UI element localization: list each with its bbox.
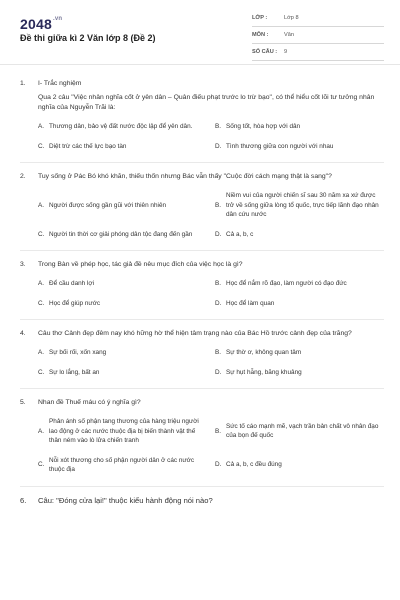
option-d[interactable] [215,451,384,480]
option-text: Cả a, b, c [226,230,254,238]
option-letter: D. [215,461,222,469]
option-grid [38,343,384,382]
option-text: Sức tố cáo mạnh mẽ, vạch trần bản chất vô nhân đạo của bọn đế quốc [226,422,379,440]
option-text: Nỗi xót thương cho số phận người dân ở các nước thuộc địa [49,456,195,473]
option-text: Sự hụt hẫng, băng khuâng [226,368,302,376]
quiz-title: Đề thi giữa kì 2 Văn lớp 8 (Đề 2) [20,33,156,43]
question-4 [20,320,384,389]
site-logo[interactable] [20,16,62,32]
option-b[interactable] [215,343,384,363]
option-letter: C. [38,230,45,238]
question-number: 6. [20,495,27,505]
option-b[interactable] [215,186,384,225]
option-letter: A. [38,349,45,356]
quiz-meta [252,14,384,65]
question-text: Nhan đề Thuế máu có ý nghĩa gì? [38,399,141,406]
option-letter: A. [38,201,45,209]
logo-suffix: .vn [52,16,63,22]
option-letter: A. [38,123,45,130]
option-letter: C. [38,461,45,469]
option-letter: B. [215,201,222,209]
option-letter: D. [215,142,222,150]
option-letter: B. [215,280,222,287]
option-letter: D. [215,299,222,307]
option-text: Tình thương giữa con người với nhau [226,142,334,150]
option-text: Người được sống gần gũi với thiên nhiên [49,201,167,209]
question-6 [20,487,384,512]
meta-label: MÔN : [252,32,269,38]
option-text: Người tin thời cơ giải phóng dân tộc đang đến gần [49,230,193,238]
question-number: 4. [20,330,26,337]
option-text: Sự thờ ơ, không quan tâm [226,349,302,356]
option-c[interactable] [38,137,207,157]
option-a[interactable] [38,186,207,225]
option-text: Cả a, b, c đều đúng [226,461,282,469]
option-letter: A. [38,280,45,287]
option-grid [38,412,384,480]
meta-row-class [252,14,384,27]
option-text: Để cầu danh lợi [49,280,95,287]
option-grid [38,186,384,244]
option-letter: B. [215,349,222,356]
option-a[interactable] [38,412,207,451]
option-d[interactable] [215,225,384,245]
question-5 [20,389,384,487]
option-text: Học để giúp nước [49,299,101,307]
quiz-header [0,0,400,65]
option-letter: C. [38,142,45,150]
option-a[interactable] [38,117,207,137]
question-number: 5. [20,399,26,406]
question-text: Câu thơ Cảnh đẹp đêm nay khó hững hờ thể hiện tâm trạng nào của Bác Hồ trước cảnh đẹp của trăng? [38,330,352,337]
option-text: Sự lo lắng, bất an [49,368,100,376]
question-list [20,70,384,512]
meta-label: LỚP : [252,15,268,21]
meta-row-count [252,48,384,61]
question-number: 3. [20,261,26,268]
option-c[interactable] [38,225,207,245]
meta-value: Văn [284,32,294,38]
option-c[interactable] [38,363,207,383]
option-text: Sống tốt, hòa hợp với dân [226,123,301,130]
option-letter: C. [38,299,45,307]
option-c[interactable] [38,294,207,314]
meta-row-subject [252,31,384,44]
option-text: Học để làm quan [226,299,275,307]
question-number: 1. [20,80,26,87]
option-text: Niềm vui của người chiến sĩ sau 30 năm xa xứ được trở về sống giữa lòng tổ quốc, trực tiếp lãnh đạo nhân dân cứu nước [226,192,379,218]
question-1 [20,70,384,163]
option-a[interactable] [38,274,207,294]
option-letter: A. [38,427,45,435]
question-text: Trong Bàn về phép học, tác giả đề nêu mục đích của việc học là gì? [38,261,243,268]
option-d[interactable] [215,363,384,383]
option-letter: D. [215,368,222,376]
option-b[interactable] [215,274,384,294]
option-d[interactable] [215,137,384,157]
option-a[interactable] [38,343,207,363]
meta-value: Lớp 8 [284,15,299,21]
option-letter: C. [38,368,45,376]
option-grid [38,274,384,313]
option-letter: D. [215,230,222,238]
question-number: 2. [20,173,26,180]
question-text: I- Trắc nghiệm [38,80,82,87]
meta-value: 9 [284,49,288,55]
option-text: Phản ánh số phận tang thương của hàng triệu người lao động ở các nước thuộc địa bị biến thành vật thế thân ném vào lò lửa chiến tranh [49,418,199,444]
question-text: Câu: "Đóng cửa lại!" thuộc kiểu hành động nói nào? [38,495,213,505]
option-text: Sự bối rối, xốn xang [49,349,107,356]
option-letter: B. [215,123,222,130]
question-description: Qua 2 câu "Việc nhân nghĩa cốt ở yên dân – Quân điếu phạt trước lo trừ bạo", có thể hiểu cốt lõi tư tưởng nhân nghĩa của Nguyễn Trãi là: [38,94,375,111]
meta-label: SỐ CÂU : [252,49,278,55]
logo-text: 2048 [20,16,52,32]
option-text: Diệt trừ các thế lực bạo tàn [49,142,127,150]
question-text: Tuy sống ở Pác Bó khó khăn, thiếu thốn nhưng Bác vẫn thấy "Cuộc đời cách mạng thật là sang"? [38,173,332,180]
option-b[interactable] [215,117,384,137]
option-text: Học để nắm rõ đạo, làm người có đạo đức [226,280,347,287]
question-3 [20,251,384,320]
question-2 [20,163,384,251]
option-text: Thương dân, bảo vệ đất nước độc lập để yên dân. [49,123,193,130]
option-grid [38,117,384,156]
option-c[interactable] [38,451,207,480]
option-letter: B. [215,427,222,435]
option-d[interactable] [215,294,384,314]
option-b[interactable] [215,412,384,451]
